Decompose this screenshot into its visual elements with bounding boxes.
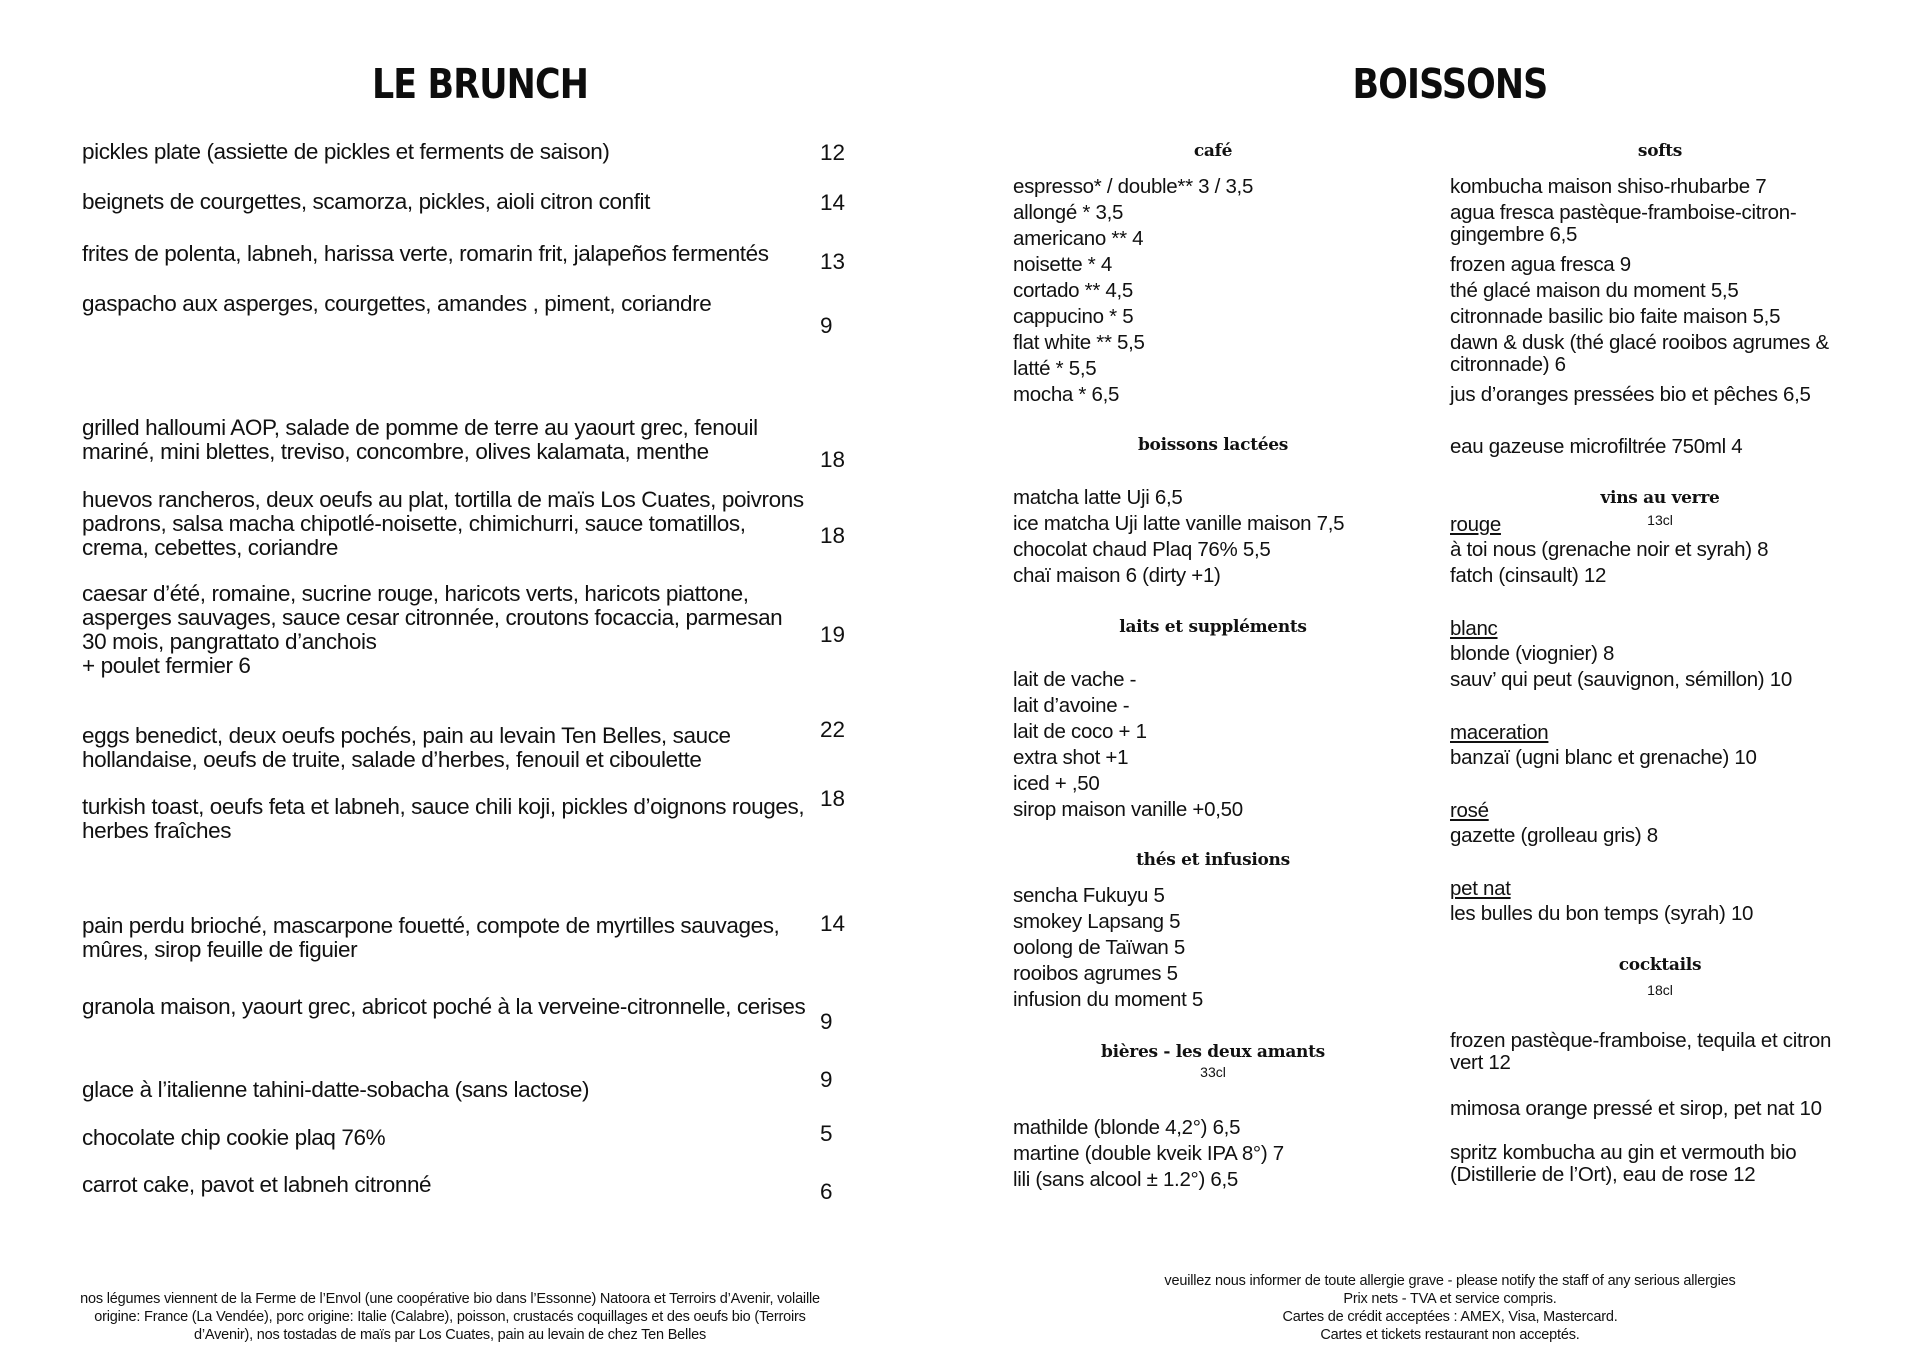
menu-item-text: chocolate chip cookie plaq 76%: [82, 1125, 386, 1150]
menu-item-price: 6: [820, 1179, 833, 1204]
drink-item: ice matcha Uji latte vanille maison 7,5: [1013, 512, 1345, 535]
drink-item: banzaï (ugni blanc et grenache) 10: [1450, 746, 1757, 769]
drink-item: americano ** 4: [1013, 227, 1144, 250]
drink-item: lait d’avoine -: [1013, 694, 1130, 717]
vins-volume: 13cl: [1647, 512, 1673, 528]
menu-item-price: 18: [820, 786, 846, 811]
wine-category-rouge: rouge: [1450, 513, 1501, 536]
menu-item-price: 9: [820, 1009, 833, 1034]
menu-item-price: 18: [820, 447, 846, 472]
drink-item: extra shot +1: [1013, 746, 1129, 769]
menu-item-text: beignets de courgettes, scamorza, pickles, aioli citron confit: [82, 189, 650, 214]
section-heading-cafe: café: [1193, 141, 1233, 161]
section-heading-bieres: bières - les deux amants: [1101, 1042, 1325, 1062]
allergy-notice: veuillez nous informer de toute allergie grave - please notify the staff of any serious allergies: [1164, 1273, 1736, 1289]
menu-item-text: pain perdu brioché, mascarpone fouetté, compote de myrtilles sauvages, mûres, sirop feuille de figuier: [82, 913, 780, 962]
menu-item-price: 19: [820, 622, 846, 647]
drink-item: dawn & dusk (thé glacé rooibos agrumes & citronnade) 6: [1450, 331, 1829, 376]
menu-item-price: 14: [820, 911, 846, 936]
drink-item: jus d’oranges pressées bio et pêches 6,5: [1450, 383, 1811, 406]
menu-item-text: turkish toast, oeufs feta et labneh, sauce chili koji, pickles d’oignons rouges, herbes fraîches: [82, 794, 805, 843]
menu-item-price: 13: [820, 249, 846, 274]
drink-item: eau gazeuse microfiltrée 750ml 4: [1450, 435, 1743, 458]
menu-item-text: glace à l’italienne tahini-datte-sobacha (sans lactose): [82, 1077, 590, 1102]
drink-item: sirop maison vanille +0,50: [1013, 798, 1243, 821]
bieres-volume: 33cl: [1200, 1064, 1226, 1080]
boissons-title: BOISSONS: [1352, 60, 1548, 108]
drink-item: infusion du moment 5: [1013, 988, 1204, 1011]
menu-item-price: 9: [820, 313, 833, 338]
drink-item: cortado ** 4,5: [1013, 279, 1134, 302]
menu-item-text: granola maison, yaourt grec, abricot poché à la verveine-citronnelle, cerises: [82, 994, 806, 1019]
section-heading-lactees: boissons lactées: [1137, 435, 1289, 455]
drink-item: cappucino * 5: [1013, 305, 1134, 328]
drink-item: citronnade basilic bio faite maison 5,5: [1450, 305, 1781, 328]
menu-item-price: 5: [820, 1121, 833, 1146]
drink-item: frozen pastèque-framboise, tequila et citron vert 12: [1450, 1029, 1832, 1074]
wine-category-blanc: blanc: [1450, 617, 1498, 640]
section-heading-cocktails: cocktails: [1618, 955, 1702, 975]
section-heading-vins: vins au verre: [1600, 488, 1720, 508]
menu-item-text: huevos rancheros, deux oeufs au plat, tortilla de maïs Los Cuates, poivrons padrons, salsa macha chipotlé-noisette, chimichurri, sauce tomatillos, crema, cebettes, coriandre: [82, 487, 804, 560]
drink-item: smokey Lapsang 5: [1013, 910, 1181, 933]
drink-item: flat white ** 5,5: [1013, 331, 1145, 354]
drink-item: espresso* / double** 3 / 3,5: [1013, 175, 1254, 198]
drink-item: kombucha maison shiso-rhubarbe 7: [1450, 175, 1767, 198]
drink-item: allongé * 3,5: [1013, 201, 1124, 224]
brunch-footer-note: nos légumes viennent de la Ferme de l’Envol (une coopérative bio dans l’Essonne) Natoora et Terroirs d’Avenir, volaille origine: France (La Vendée), porc origine: Italie (Calabre), poisson, crustacés coquillages et des oeufs bio (Terroirs d’Avenir), nos tostadas de maïs par Los Cuates, pain au levain de chez Ten Belles: [80, 1291, 820, 1343]
menu-item-price: 12: [820, 140, 846, 165]
menu-item-price: 18: [820, 523, 846, 548]
drink-item: lait de coco + 1: [1013, 720, 1147, 743]
drink-item: frozen agua fresca 9: [1450, 253, 1631, 276]
menu-item-text: pickles plate (assiette de pickles et ferments de saison): [82, 139, 610, 164]
drink-item: mathilde (blonde 4,2°) 6,5: [1013, 1116, 1241, 1139]
drink-item: noisette * 4: [1013, 253, 1112, 276]
drink-item: agua fresca pastèque-framboise-citron-gingembre 6,5: [1450, 201, 1797, 246]
menu-item-text: eggs benedict, deux oeufs pochés, pain au levain Ten Belles, sauce hollandaise, oeufs de truite, salade d’herbes, fenouil et ciboulette: [82, 723, 731, 772]
drink-item: sauv’ qui peut (sauvignon, sémillon) 10: [1450, 668, 1792, 691]
menu-item-price: 9: [820, 1067, 833, 1092]
menu-item-text: gaspacho aux asperges, courgettes, amandes , piment, coriandre: [82, 291, 712, 316]
menu-item-price: 14: [820, 190, 846, 215]
drink-item: lait de vache -: [1013, 668, 1137, 691]
drink-item: iced + ,50: [1013, 772, 1100, 795]
brunch-title: LE BRUNCH: [371, 60, 589, 108]
drink-item: thé glacé maison du moment 5,5: [1450, 279, 1739, 302]
menu-item-text: frites de polenta, labneh, harissa verte, romarin frit, jalapeños fermentés: [82, 241, 769, 266]
drink-item: blonde (viognier) 8: [1450, 642, 1615, 665]
drink-item: chaï maison 6 (dirty +1): [1013, 564, 1221, 587]
drink-item: à toi nous (grenache noir et syrah) 8: [1450, 538, 1769, 561]
menu-item-text: carrot cake, pavot et labneh citronné: [82, 1172, 432, 1197]
drink-item: matcha latte Uji 6,5: [1013, 486, 1183, 509]
drink-item: gazette (grolleau gris) 8: [1450, 824, 1658, 847]
drink-item: fatch (cinsault) 12: [1450, 564, 1607, 587]
section-heading-laits: laits et suppléments: [1119, 617, 1307, 637]
drink-item: lili (sans alcool ± 1.2°) 6,5: [1013, 1168, 1238, 1191]
wine-category-rose: rosé: [1450, 799, 1489, 822]
cards-accepted: Cartes de crédit acceptées : AMEX, Visa, Mastercard.: [1282, 1309, 1618, 1325]
tickets-notice: Cartes et tickets restaurant non acceptés.: [1320, 1327, 1580, 1343]
cocktails-volume: 18cl: [1647, 982, 1673, 998]
drink-item: mimosa orange pressé et sirop, pet nat 10: [1450, 1097, 1822, 1120]
drink-item: les bulles du bon temps (syrah) 10: [1450, 902, 1754, 925]
drink-item: oolong de Taïwan 5: [1013, 936, 1186, 959]
menu-item-text: [82, 582, 812, 678]
wine-category-maceration: maceration: [1450, 721, 1549, 744]
boissons-footer: [1110, 1272, 1790, 1344]
section-heading-softs: softs: [1637, 141, 1683, 161]
drink-item: sencha Fukuyu 5: [1013, 884, 1165, 907]
drink-item: latté * 5,5: [1013, 357, 1097, 380]
drink-item: spritz kombucha au gin et vermouth bio (Distillerie de l’Ort), eau de rose 12: [1450, 1141, 1797, 1186]
drink-item: mocha * 6,5: [1013, 383, 1120, 406]
drink-item: chocolat chaud Plaq 76% 5,5: [1013, 538, 1271, 561]
menu-item-desc: caesar d’été, romaine, sucrine rouge, haricots verts, haricots piattone, asperges sauvages, sauce cesar citronnée, croutons focaccia, parmesan 30 mois, pangrattato d’anchois: [82, 581, 783, 654]
wine-category-petnat: pet nat: [1450, 877, 1511, 900]
menu-item-price: 22: [820, 717, 846, 742]
menu-item-text: grilled halloumi AOP, salade de pomme de terre au yaourt grec, fenouil mariné, mini blettes, treviso, concombre, olives kalamata, menthe: [82, 415, 758, 464]
drink-item: martine (double kveik IPA 8°) 7: [1013, 1142, 1284, 1165]
price-notice: Prix nets - TVA et service compris.: [1343, 1291, 1557, 1307]
section-heading-thes: thés et infusions: [1136, 850, 1290, 870]
drink-item: rooibos agrumes 5: [1013, 962, 1178, 985]
menu-item-extra: + poulet fermier 6: [82, 653, 251, 678]
